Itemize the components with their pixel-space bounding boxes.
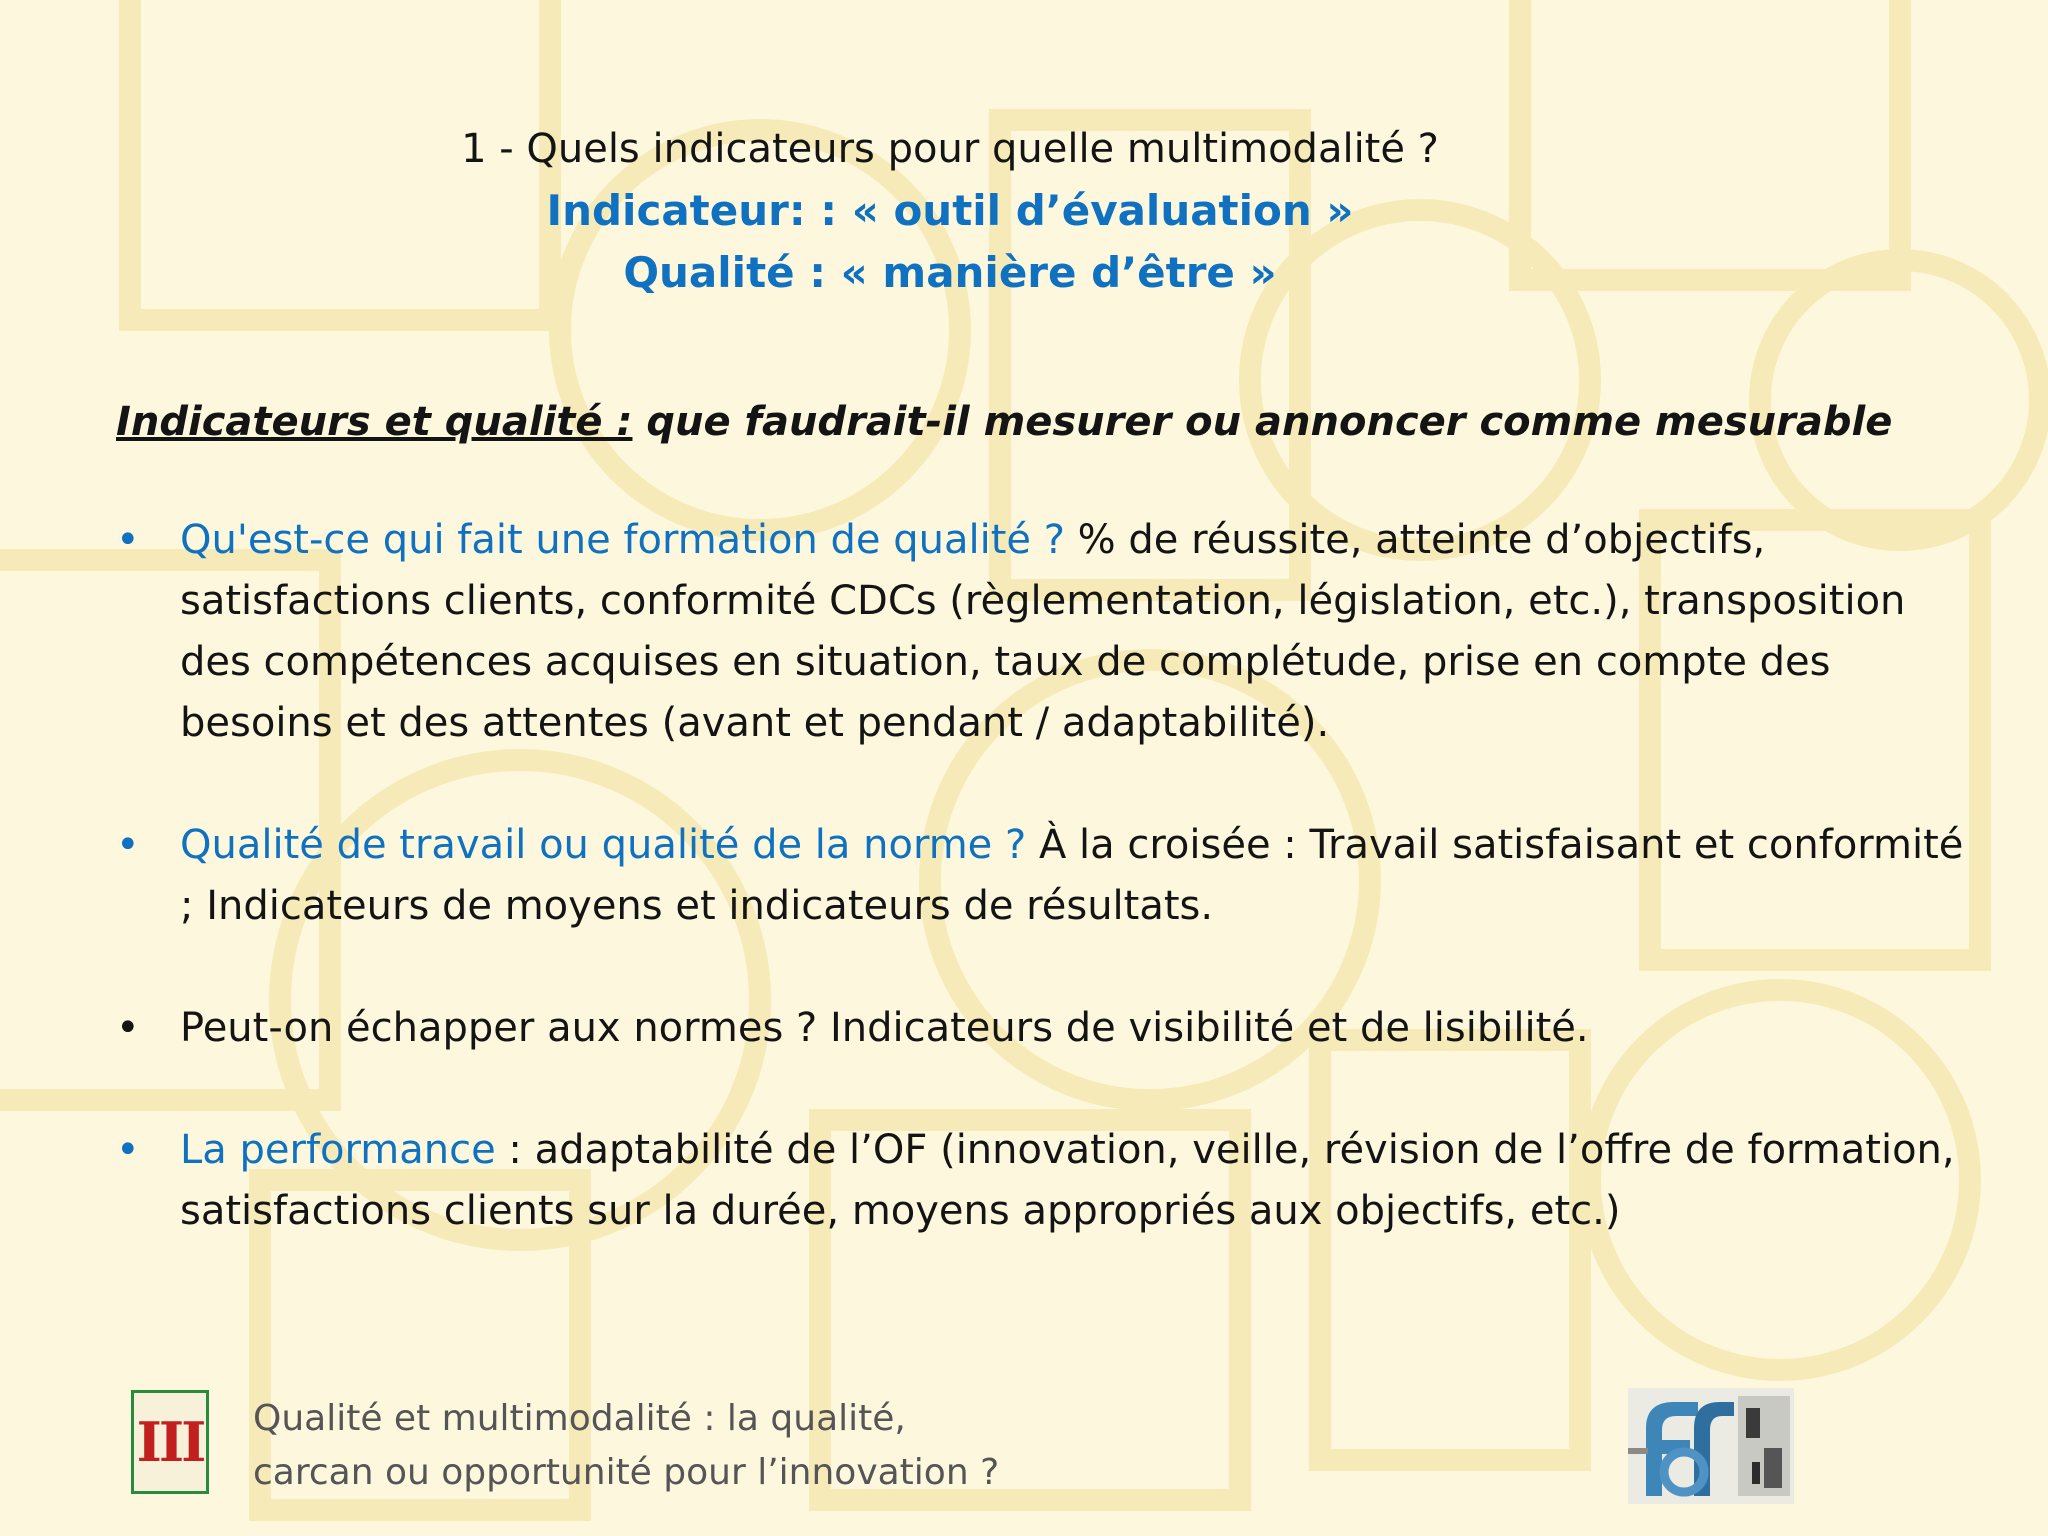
slide-header [0,118,1900,304]
organization-logo-icon [1628,1388,1794,1504]
bullet-text: À la croisée : Travail satisfaisant et conformité ; Indicateurs de moyens et indicateurs de résultats. [180,822,1964,929]
footer-line-1: Qualité et multimodalité : la qualité, [253,1398,906,1439]
bullet-item [116,998,1986,1059]
bullet-question: La performance [180,1127,496,1173]
subtitle-underlined: Indicateurs et qualité : [116,399,633,445]
definition-quality: Qualité : « manière d’être » [623,248,1277,297]
bullet-item [116,815,1986,937]
slide-title: 1 - Quels indicateurs pour quelle multimodalité ? [461,126,1439,172]
bullet-dot-icon: • [116,822,140,868]
bullet-text: Peut-on échapper aux normes ? Indicateurs de visibilité et de lisibilité. [180,1005,1589,1051]
section-number: III [136,1410,204,1474]
definition-indicator: Indicateur: : « outil d’évaluation » [546,186,1354,235]
subtitle-rest: que faudrait-il mesurer ou annoncer comme mesurable [632,399,1893,445]
section-subtitle [116,392,1996,452]
bullet-dot-icon: • [116,1127,140,1173]
footer-caption [253,1392,999,1500]
bullet-text: % de réussite, atteinte d’objectifs, satisfactions clients, conformité CDCs (règlementation, législation, etc.), transposition des compétences acquises en situation, taux de complétude, prise en compte des besoins et des attentes (avant et pendant / adaptabilité). [180,517,1906,746]
bullet-text: : adaptabilité de l’OF (innovation, veille, révision de l’offre de formation, satisfactions clients sur la durée, moyens appropriés aux objectifs, etc.) [180,1127,1955,1234]
bullet-dot-icon: • [116,517,140,563]
bullet-dot-icon: • [116,1005,140,1051]
bullet-question: Qu'est-ce qui fait une formation de qualité ? [180,517,1065,563]
bullet-question: Qualité de travail ou qualité de la norme ? [180,822,1027,868]
bullet-item [116,1120,1986,1242]
footer-line-2: carcan ou opportunité pour l’innovation ? [253,1452,1000,1493]
bullet-item [116,510,1986,754]
section-badge [131,1390,209,1494]
bullet-list [116,510,1986,1303]
